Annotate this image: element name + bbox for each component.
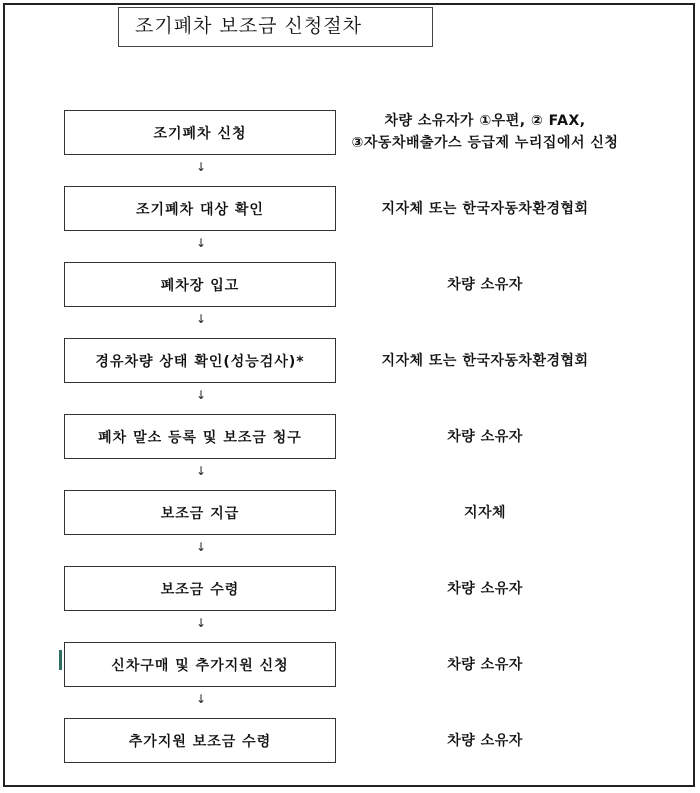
step-actor-7: 차량 소유자 xyxy=(447,581,523,597)
decorative-mark xyxy=(59,650,62,670)
step-actor-1-line2: ③자동차배출가스 등급제 누리집에서 신청 xyxy=(351,135,619,151)
step-actor-8: 차량 소유자 xyxy=(447,657,523,673)
step-box-9: 추가지원 보조금 수령 xyxy=(64,718,336,763)
down-arrow-icon: ↓ xyxy=(195,616,207,630)
step-actor-4: 지자체 또는 한국자동차환경협회 xyxy=(381,353,589,369)
step-box-7: 보조금 수령 xyxy=(64,566,336,611)
down-arrow-icon: ↓ xyxy=(195,236,207,250)
step-actor-2: 지자체 또는 한국자동차환경협회 xyxy=(381,201,589,217)
step-box-1: 조기폐차 신청 xyxy=(64,110,336,155)
step-box-2: 조기폐차 대상 확인 xyxy=(64,186,336,231)
down-arrow-icon: ↓ xyxy=(195,540,207,554)
step-actor-9: 차량 소유자 xyxy=(447,733,523,749)
step-actor-6: 지자체 xyxy=(463,505,507,521)
down-arrow-icon: ↓ xyxy=(195,312,207,326)
step-box-5: 폐차 말소 등록 및 보조금 청구 xyxy=(64,414,336,459)
down-arrow-icon: ↓ xyxy=(195,692,207,706)
step-box-3: 폐차장 입고 xyxy=(64,262,336,307)
step-box-4: 경유차량 상태 확인(성능검사)* xyxy=(64,338,336,383)
diagram-title: 조기폐차 보조금 신청절차 xyxy=(118,7,433,47)
down-arrow-icon: ↓ xyxy=(195,464,207,478)
step-box-6: 보조금 지급 xyxy=(64,490,336,535)
down-arrow-icon: ↓ xyxy=(195,160,207,174)
down-arrow-icon: ↓ xyxy=(195,388,207,402)
step-actor-1-line1: 차량 소유자가 ①우편, ② FAX, xyxy=(384,113,586,129)
step-actor-3: 차량 소유자 xyxy=(447,277,523,293)
step-actor-5: 차량 소유자 xyxy=(447,429,523,445)
step-box-8: 신차구매 및 추가지원 신청 xyxy=(64,642,336,687)
